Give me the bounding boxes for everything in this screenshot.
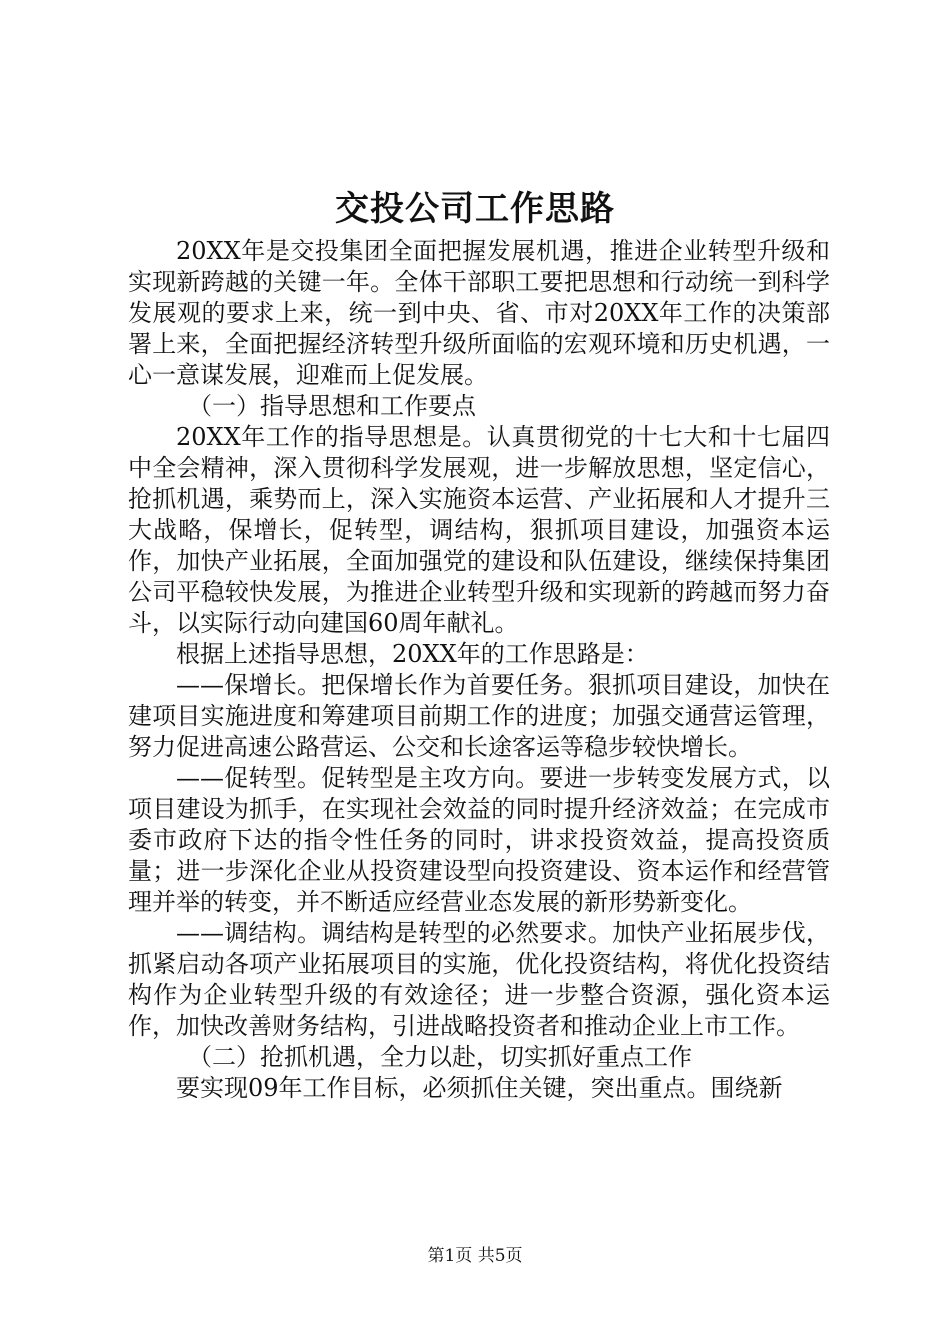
paragraph-guiding-thought: 20XX年工作的指导思想是。认真贯彻党的十七大和十七届四中全会精神，深入贯彻科学发展观，进一步解放思想，坚定信心，抢抓机遇，乘势而上，深入实施资本运营、产业拓展和人才提升三大战略，保增长，促转型，调结构，狠抓项目建设，加强资本运作，加快产业拓展，全面加强党的建设和队伍建设，继续保持集团公司平稳较快发展，为推进企业转型升级和实现新的跨越而努力奋斗，以实际行动向建国60周年献礼。 xyxy=(128,423,830,637)
paragraph-intro: 20XX年是交投集团全面把握发展机遇，推进企业转型升级和实现新跨越的关键一年。全体干部职工要把思想和行动统一到科学发展观的要求上来，统一到中央、省、市对20XX年工作的决策部署上来，全面把握经济转型升级所面临的宏观环境和历史机遇，一心一意谋发展，迎难而上促发展。 xyxy=(128,237,830,389)
document-body xyxy=(128,236,830,1104)
paragraph-growth: ——保增长。把保增长作为首要任务。狠抓项目建设，加快在建项目实施进度和筹建项目前期工作的进度；加强交通营运管理，努力促进高速公路营运、公交和长途客运等稳步较快增长。 xyxy=(128,671,830,761)
paragraph-structure: ——调结构。调结构是转型的必然要求。加快产业拓展步伐，抓紧启动各项产业拓展项目的实施，优化投资结构，将优化投资结构作为企业转型升级的有效途径；进一步整合资源，强化资本运作，加快改善财务结构，引进战略投资者和推动企业上市工作。 xyxy=(128,919,830,1040)
section-heading-2: （二）抢抓机遇，全力以赴，切实抓好重点工作 xyxy=(188,1043,692,1071)
paragraph-transformation: ——促转型。促转型是主攻方向。要进一步转变发展方式，以项目建设为抓手，在实现社会效益的同时提升经济效益；在完成市委市政府下达的指令性任务的同时，讲求投资效益，提高投资质量；进一步深化企业从投资建设型向投资建设、资本运作和经营管理并举的转变，并不断适应经营业态发展的新形势新变化。 xyxy=(128,764,830,916)
page-number-footer: 第1页 共5页 xyxy=(427,1246,523,1266)
paragraph-work-approach: 根据上述指导思想，20XX年的工作思路是： xyxy=(176,640,649,668)
document-title: 交投公司工作思路 xyxy=(335,189,615,229)
paragraph-key-work: 要实现09年工作目标，必须抓住关键，突出重点。围绕新 xyxy=(176,1074,783,1102)
section-heading-1: （一）指导思想和工作要点 xyxy=(188,392,476,420)
